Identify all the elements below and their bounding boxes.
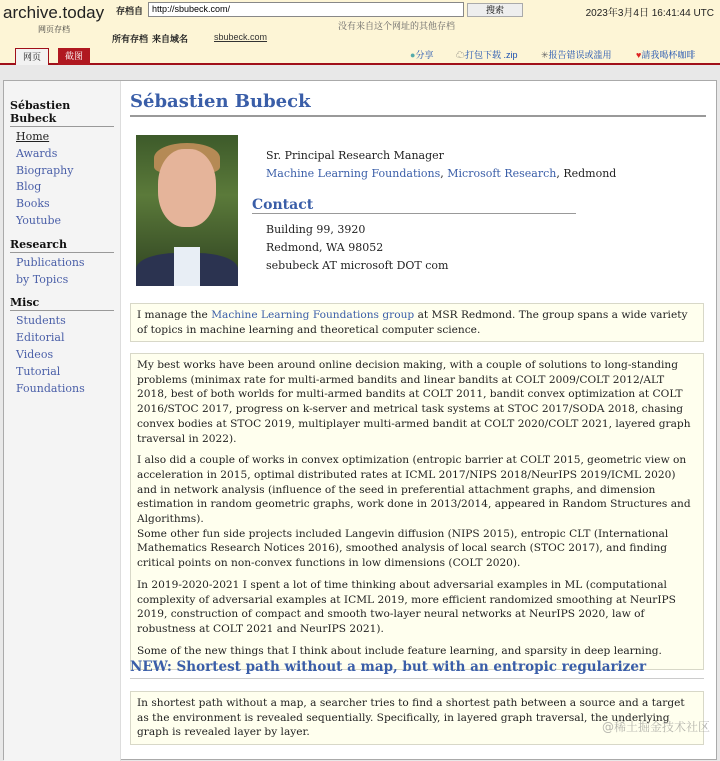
- sidebar-heading-research: Research: [10, 238, 114, 253]
- paragraph: My best works have been around online decision making, with a couple of solutions to long-standing problems (minimax rate for multi-armed bandits and linear bandits at COLT 2009/COLT 2012/ALT 2018, best of both worlds for multi-armed bandits at COLT 2011, bandit convex optimization at COLT 2016/STOC 2017, progress on k-server and metrical task systems at STOC 2017/SODA 2018, chasing convex bodies at STOC 2019, multiplayer multi-armed bandit at COLT 2020/COLT 2021, layered graph traversal in 2022).: [137, 359, 691, 445]
- sidebar-item-awards[interactable]: Awards: [16, 146, 58, 160]
- paragraph: I also did a couple of works in convex optimization (entropic barrier at COLT 2015, geometric view on acceleration in 2015, optimal distributed rates at ICML 2017/NIPS 2018/NeurIPS 2019/ICML 2020) and in network analysis (influence of the seed in preferential attachment graphs, and dimension estimation in random geometric graphs, work done in 2013/2014, appeared in Random Structures and Algorithms).: [137, 454, 691, 526]
- watermark: @稀土掘金技术社区: [601, 720, 710, 734]
- sidebar-item-publications[interactable]: Publications: [16, 255, 85, 269]
- sidebar-heading-misc: Misc: [10, 296, 114, 311]
- contact-email: sebubeck AT microsoft DOT com: [266, 259, 449, 272]
- coffee-button[interactable]: ♥請我喝杯咖啡: [636, 50, 696, 60]
- affiliation: Machine Learning Foundations, Microsoft Research, Redmond: [266, 167, 617, 180]
- download-zip-button[interactable]: ☁打包下载 .zip: [456, 50, 518, 60]
- paragraph: Some other fun side projects included Langevin diffusion (NIPS 2015), entropic CLT (International Mathematics Research Notices 2016), smoothed analysis of local search (STOC 2017), and finding critical points on non-convex functions in low dimensions (COLT 2020).: [137, 527, 669, 570]
- sidebar-item-home[interactable]: Home: [16, 130, 50, 143]
- sidebar-item-videos[interactable]: Videos: [16, 347, 54, 361]
- domain-link[interactable]: sbubeck.com: [214, 32, 268, 42]
- archive-logo[interactable]: archive.today: [3, 3, 105, 22]
- msr-link[interactable]: Microsoft Research: [447, 167, 557, 180]
- sidebar-heading-name: Sébastien Bubeck: [10, 99, 114, 127]
- sidebar-item-students[interactable]: Students: [16, 314, 66, 328]
- search-button[interactable]: 搜索: [467, 3, 523, 17]
- sidebar-item-biography[interactable]: Biography: [16, 163, 74, 177]
- sidebar-item-foundations[interactable]: Foundations: [16, 381, 85, 395]
- tab-screenshot[interactable]: 截图: [58, 48, 90, 65]
- contact-address-1: Building 99, 3920: [266, 223, 366, 236]
- sidebar-item-by-topics[interactable]: by Topics: [16, 272, 69, 286]
- sidebar-item-editorial[interactable]: Editorial: [16, 331, 65, 345]
- sidebar-item-youtube[interactable]: Youtube: [16, 213, 62, 227]
- contact-address-2: Redmond, WA 98052: [266, 241, 384, 254]
- ml-foundations-group-link[interactable]: Machine Learning Foundations group: [211, 309, 415, 321]
- archive-date: 2023年3月4日 16:41:44 UTC: [585, 8, 714, 19]
- paragraph: Some of the new things that I think about include feature learning, and sparsity in deep learning.: [137, 644, 662, 657]
- sidebar-item-books[interactable]: Books: [16, 197, 50, 211]
- group-link[interactable]: Machine Learning Foundations: [266, 167, 441, 180]
- position-title: Sr. Principal Research Manager: [266, 149, 444, 162]
- paragraph: In 2019-2020-2021 I spent a lot of time thinking about adversarial examples in ML (computational complexity of adversarial examples at ICML 2019, more efficient randomized smoothing at NeurIPS 2019, construction of compact and smooth two-layer neural networks at NeurIPS 2020, law of robustness at COLT 2021 and NeurIPS 2021).: [137, 578, 676, 635]
- share-button[interactable]: ●分享: [410, 50, 434, 60]
- archived-page: [3, 80, 717, 760]
- from-domain-label: 来自域名: [152, 34, 189, 44]
- research-summary-box: [130, 353, 704, 670]
- sidebar-item-tutorial[interactable]: Tutorial: [16, 364, 61, 378]
- page-title: Sébastien Bubeck: [130, 91, 706, 117]
- all-archives-link[interactable]: 所有存档: [112, 34, 149, 44]
- intro-box: I manage the Machine Learning Foundations group at MSR Redmond. The group spans a wide variety of topics in machine learning and theoretical computer science.: [130, 303, 704, 342]
- news-box: In shortest path without a map, a searcher tries to find a shortest path between a source and a target as the environment is revealed sequentially. Specifically, in layered graph traversal, the underlying graph is revealed layer by layer.: [130, 691, 704, 745]
- no-other-archives: 没有来自这个网址的其他存档: [338, 21, 456, 31]
- share-icon: ●: [410, 50, 416, 60]
- tab-webpage[interactable]: 网页: [15, 48, 49, 65]
- report-button[interactable]: ✳报告错误或滥用: [541, 50, 612, 60]
- profile-photo: [136, 135, 238, 286]
- cloud-download-icon: ☁: [456, 50, 466, 60]
- sidebar-item-blog[interactable]: Blog: [16, 180, 42, 194]
- bug-icon: ✳: [541, 50, 549, 60]
- archive-toolbar: [0, 0, 720, 65]
- contact-heading: Contact: [252, 197, 576, 214]
- news-heading: NEW: Shortest path without a map, but with an entropic regularizer: [130, 659, 704, 679]
- archive-logo-subtitle: 网页存档: [38, 25, 70, 34]
- heart-icon: ♥: [636, 50, 642, 60]
- archived-from-label: 存档自: [116, 6, 144, 16]
- url-input[interactable]: http://sbubeck.com/: [148, 2, 464, 17]
- sidebar: [4, 81, 121, 761]
